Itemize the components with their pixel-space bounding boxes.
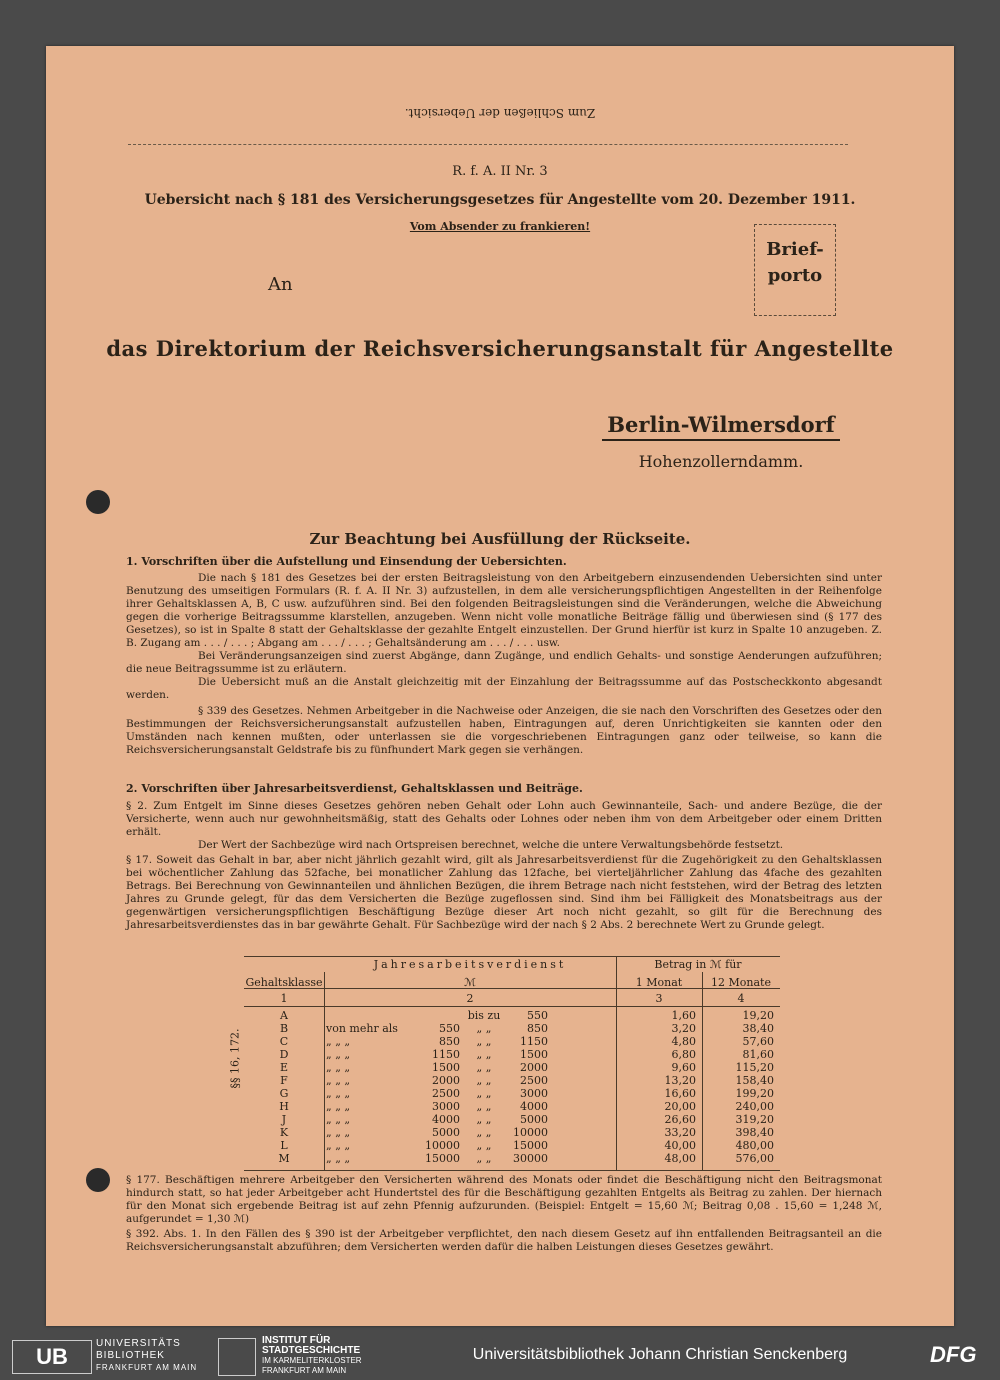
ub-line: UNIVERSITÄTS	[96, 1338, 181, 1349]
table-cell-pre: „ „ „	[326, 1100, 351, 1113]
paragraph: Die Uebersicht muß an die Anstalt gleichzeitig mit der Einzahlung der Beitragssumme auf das Postscheckkonto abgesandt werden.	[126, 676, 882, 701]
table-cell-k: F	[280, 1074, 288, 1087]
table-cell-to: 30000	[513, 1152, 548, 1165]
table-cell-bis: „ „	[476, 1152, 492, 1165]
table-cell-k: C	[279, 1035, 289, 1048]
ub-logo: UB	[12, 1340, 92, 1374]
table-cell-m12: 19,20	[742, 1009, 774, 1022]
isg-line: IM KARMELITERKLOSTER	[262, 1356, 362, 1365]
table-cell-from: 550	[439, 1022, 460, 1035]
income-header: Jahresarbeitsverdienst	[373, 958, 567, 971]
col-number: 2	[466, 992, 474, 1005]
table-cell-bis: bis zu	[467, 1009, 501, 1022]
table-cell-m12: 576,00	[735, 1152, 774, 1165]
table-cell-from: 850	[439, 1035, 460, 1048]
punch-hole	[86, 1168, 110, 1192]
table-cell-to: 10000	[513, 1126, 548, 1139]
address-to: An	[268, 274, 293, 295]
recipient: das Direktorium der Reichsversicherungsanstalt für Angestellte	[106, 336, 894, 361]
isg-line: FRANKFURT AM MAIN	[262, 1366, 347, 1375]
table-cell-bis: „ „	[476, 1113, 492, 1126]
table-cell-m1: 33,20	[664, 1126, 696, 1139]
city: Berlin-Wilmersdorf	[602, 412, 840, 441]
table-cell-from: 2500	[432, 1087, 460, 1100]
ub-line: FRANKFURT AM MAIN	[96, 1363, 198, 1372]
paragraph: § 339 des Gesetzes. Nehmen Arbeitgeber in die Nachweise oder Anzeigen, die sie nach den Vorschriften des Gesetzes oder den Bestimmungen der Reichsversicherungsanstalt aufzustellen haben, Eintragungen auf, deren Unrichtigkeiten sie kannten oder den Umständen nach kennen mußten, oder unterlassen sie die vorgeschriebenen Eintragungen ganz oder teilweise, so kann die Reichsversicherungsanstalt Geldstrafe bis zu fünfhundert Mark gegen sie verhängen.	[126, 705, 882, 756]
table-cell-m1: 48,00	[664, 1152, 696, 1165]
table-cell-pre: „ „ „	[326, 1074, 351, 1087]
table-cell-k: L	[280, 1139, 288, 1152]
form-title: Uebersicht nach § 181 des Versicherungsgesetzes für Angestellte vom 20. Dezember 1911.	[144, 192, 856, 208]
table-cell-m1: 1,60	[671, 1009, 696, 1022]
paragraph: Der Wert der Sachbezüge wird nach Ortspreisen berechnet, welche die untere Verwaltungsbehörde festsetzt.	[198, 839, 784, 851]
table-cell-to: 550	[527, 1009, 548, 1022]
dfg-logo: DFG	[930, 1342, 977, 1367]
table-cell-k: G	[279, 1087, 289, 1100]
table-cell-from: 3000	[432, 1100, 460, 1113]
street: Hohenzollerndamm.	[638, 452, 804, 471]
table-cell-m12: 57,60	[742, 1035, 774, 1048]
library-name: Universitätsbibliothek Johann Christian Senckenberg	[472, 1346, 848, 1363]
table-cell-pre: „ „ „	[326, 1126, 351, 1139]
form-code: R. f. A. II Nr. 3	[452, 164, 548, 179]
table-cell-to: 2000	[520, 1061, 548, 1074]
paragraph: Die nach § 181 des Gesetzes bei der ersten Beitragsleistung von den Arbeitgebern einzusendenden Uebersichten sind unter Benutzung des umseitigen Formulars (R. f. A. II Nr. 3) aufzustellen, in dem alle versicherungspflichtigen Angestellten in der Reihenfolge ihrer Gehaltsklassen A, B, C usw. aufzuführen sind. Bei den folgenden Beitragsleistungen sind die Veränderungen, welche die Abweichung gegen die vorherige Beitragssumme klarstellen, anzugeben. Wenn nicht volle monatliche Beiträge fällig und überwiesen sind (§ 177 des Gesetzes), so ist in Spalte 8 statt der Gehaltsklasse der gezahlte Entgelt einzustellen. Der Grund hierfür ist kurz in Spalte 10 anzugeben. Z. B. Zugang am . . . / . . . ; Abgang am . . . / . . . ; Gehaltsänderung am . . . / . . . usw.	[126, 572, 882, 649]
twelve-month-header: 12 Monate	[711, 976, 771, 989]
table-cell-k: H	[279, 1100, 289, 1113]
table-cell-k: M	[278, 1152, 290, 1165]
table-cell-pre: „ „ „	[326, 1035, 351, 1048]
table-cell-to: 2500	[520, 1074, 548, 1087]
one-month-header: 1 Monat	[635, 976, 683, 989]
fold-line	[128, 144, 848, 145]
table-cell-bis: „ „	[476, 1087, 492, 1100]
table-cell-m1: 20,00	[664, 1100, 696, 1113]
table-cell-bis: „ „	[476, 1048, 492, 1061]
table-cell-bis: „ „	[476, 1074, 492, 1087]
upside-down-note: Zum Schließen der Uebersicht.	[404, 106, 596, 120]
isg-name	[262, 1336, 362, 1376]
table-cell-m1: 16,60	[664, 1087, 696, 1100]
table-cell-from: 1500	[432, 1061, 460, 1074]
table-rule	[244, 956, 780, 957]
instructions-heading: Zur Beachtung bei Ausfüllung der Rückseite.	[309, 530, 691, 548]
paragraph: Bei Veränderungsanzeigen sind zuerst Abgänge, dann Zugänge, und endlich Gehalts- und sonstige Aenderungen aufzuführen; die neue Beitragssumme ist zu erläutern.	[126, 650, 882, 675]
table-cell-bis: „ „	[476, 1022, 492, 1035]
table-cell-to: 15000	[513, 1139, 548, 1152]
table-cell-from: 1150	[432, 1048, 460, 1061]
section-392: § 392. Abs. 1. In den Fällen des § 390 ist der Arbeitgeber verpflichtet, den nach diesem Gesetz auf ihn entfallenden Beitragsanteil an die Reichsversicherungsanstalt abzuführen; dem Versicherten werden dafür die halben Leistungen dieses Gesetzes gewährt.	[126, 1228, 882, 1253]
paragraph: § 17. Soweit das Gehalt in bar, aber nicht jährlich gezahlt wird, gilt als Jahresarbeitsverdienst für die Zugehörigkeit zu den Gehaltsklassen bei wöchentlicher Zahlung das 52fache, bei monatlicher Zahlung das 12fache, bei vierteljährlicher Zahlung das 4fache des gezahlten Betrags. Bei Berechnung von Gewinnanteilen und ähnlichen Bezügen, die ihrem Betrage nach nicht feststehen, wird der Betrag des letzten Jahres zu Grunde gelegt, für das dem Versicherten die Bezüge zugeflossen sind. Sind ihm bei Fälligkeit des Monatsbeitrags aus der gegenwärtigen versicherungspflichtigen Beschäftigung Bezüge dieser Art noch nicht gezahlt, so gilt für die Berechnung des Jahresarbeitsverdienstes das in bar gewährte Gehalt. Für Sachbezüge wird der nach § 2 Abs. 2 berechnete Wert zu Grunde gelegt.	[126, 854, 882, 931]
class-header: Gehaltsklasse	[245, 976, 323, 989]
table-cell-from: 5000	[432, 1126, 460, 1139]
table-cell-m1: 40,00	[664, 1139, 696, 1152]
side-note: §§ 16, 172.	[228, 1028, 242, 1089]
section-1-title: 1. Vorschriften über die Aufstellung und Einsendung der Uebersichten.	[126, 555, 567, 568]
section-2-text	[126, 800, 882, 932]
table-cell-k: E	[279, 1061, 289, 1074]
isg-logo-icon	[218, 1338, 256, 1376]
postage-note: Vom Absender zu frankieren!	[409, 220, 591, 233]
table-cell-m12: 158,40	[735, 1074, 774, 1087]
table-cell-pre: „ „ „	[326, 1087, 351, 1100]
table-cell-k: J	[281, 1113, 287, 1126]
table-cell-from: 2000	[432, 1074, 460, 1087]
table-cell-m1: 4,80	[671, 1035, 696, 1048]
table-cell-from: 10000	[425, 1139, 460, 1152]
table-cell-pre: „ „ „	[326, 1061, 351, 1074]
table-cell-pre: „ „ „	[326, 1113, 351, 1126]
table-cell-m12: 240,00	[735, 1100, 774, 1113]
table-cell-pre: „ „ „	[326, 1048, 351, 1061]
table-cell-to: 1150	[520, 1035, 548, 1048]
table-cell-to: 5000	[520, 1113, 548, 1126]
table-cell-pre: „ „ „	[326, 1139, 351, 1152]
ub-name	[96, 1338, 197, 1374]
table-cell-m1: 3,20	[671, 1022, 696, 1035]
table-cell-to: 3000	[520, 1087, 548, 1100]
table-cell-from: 4000	[432, 1113, 460, 1126]
section-2-title: 2. Vorschriften über Jahresarbeitsverdienst, Gehaltsklassen und Beiträge.	[126, 782, 583, 795]
table-cell-m1: 6,80	[671, 1048, 696, 1061]
table-cell-k: K	[279, 1126, 289, 1139]
amount-header: Betrag in ℳ für	[654, 958, 742, 971]
isg-line: INSTITUT FÜR	[262, 1335, 331, 1346]
table-cell-m12: 81,60	[742, 1048, 774, 1061]
stamp-line-1: Brief-	[766, 239, 824, 260]
table-cell-m12: 398,40	[735, 1126, 774, 1139]
table-cell-to: 1500	[520, 1048, 548, 1061]
table-cell-bis: „ „	[476, 1139, 492, 1152]
table-cell-k: B	[279, 1022, 289, 1035]
footer-bar	[0, 1332, 1000, 1380]
table-cell-pre: von mehr als	[326, 1022, 398, 1035]
table-cell-m12: 38,40	[742, 1022, 774, 1035]
table-cell-m1: 9,60	[671, 1061, 696, 1074]
table-cell-k: D	[279, 1048, 289, 1061]
mark-header: ℳ	[464, 976, 476, 989]
stamp-line-2: porto	[767, 265, 823, 286]
table-cell-m1: 26,60	[664, 1113, 696, 1126]
table-cell-from: 15000	[425, 1152, 460, 1165]
table-cell-bis: „ „	[476, 1100, 492, 1113]
table-cell-m12: 199,20	[735, 1087, 774, 1100]
table-cell-to: 4000	[520, 1100, 548, 1113]
table-cell-bis: „ „	[476, 1126, 492, 1139]
table-cell-bis: „ „	[476, 1035, 492, 1048]
table-rule	[244, 1170, 780, 1171]
table-cell-pre: „ „ „	[326, 1152, 351, 1165]
section-1-text	[126, 572, 882, 757]
isg-line: STADTGESCHICHTE	[262, 1345, 361, 1356]
table-cell-m12: 319,20	[735, 1113, 774, 1126]
table-cell-to: 850	[527, 1022, 548, 1035]
ub-line: BIBLIOTHEK	[96, 1350, 165, 1361]
section-177: § 177. Beschäftigen mehrere Arbeitgeber den Versicherten während des Monats oder findet die Beschäftigung nicht den Beitragsmonat hindurch statt, so hat jeder Arbeitgeber acht Hundertstel des für die Beschäftigung gezahlten Entgelts als Beitrag zu zahlen. Der hiernach für den Monat sich ergebende Beitrag ist auf zehn Pfennig aufzurunden. (Beispiel: Entgelt = 15,60 ℳ; Beitrag 0,08 . 15,60 = 1,248 ℳ, aufgerundet = 1,30 ℳ)	[126, 1174, 882, 1225]
table-cell-m1: 13,20	[664, 1074, 696, 1087]
table-cell-m12: 115,20	[735, 1061, 774, 1074]
table-cell-m12: 480,00	[735, 1139, 774, 1152]
punch-hole	[86, 490, 110, 514]
paragraph: § 2. Zum Entgelt im Sinne dieses Gesetzes gehören neben Gehalt oder Lohn auch Gewinnanteile, Sach- und andere Bezüge, die der Versicherte, wenn auch nur gewohnheitsmäßig, statt des Gehalts oder Lohnes oder neben ihm von dem Arbeitgeber oder einem Dritten erhält.	[126, 800, 882, 838]
col-number: 4	[737, 992, 745, 1005]
col-number: 1	[280, 992, 288, 1005]
postage-stamp-box	[754, 224, 836, 316]
table-cell-bis: „ „	[476, 1061, 492, 1074]
col-number: 3	[655, 992, 663, 1005]
table-cell-k: A	[280, 1009, 288, 1022]
